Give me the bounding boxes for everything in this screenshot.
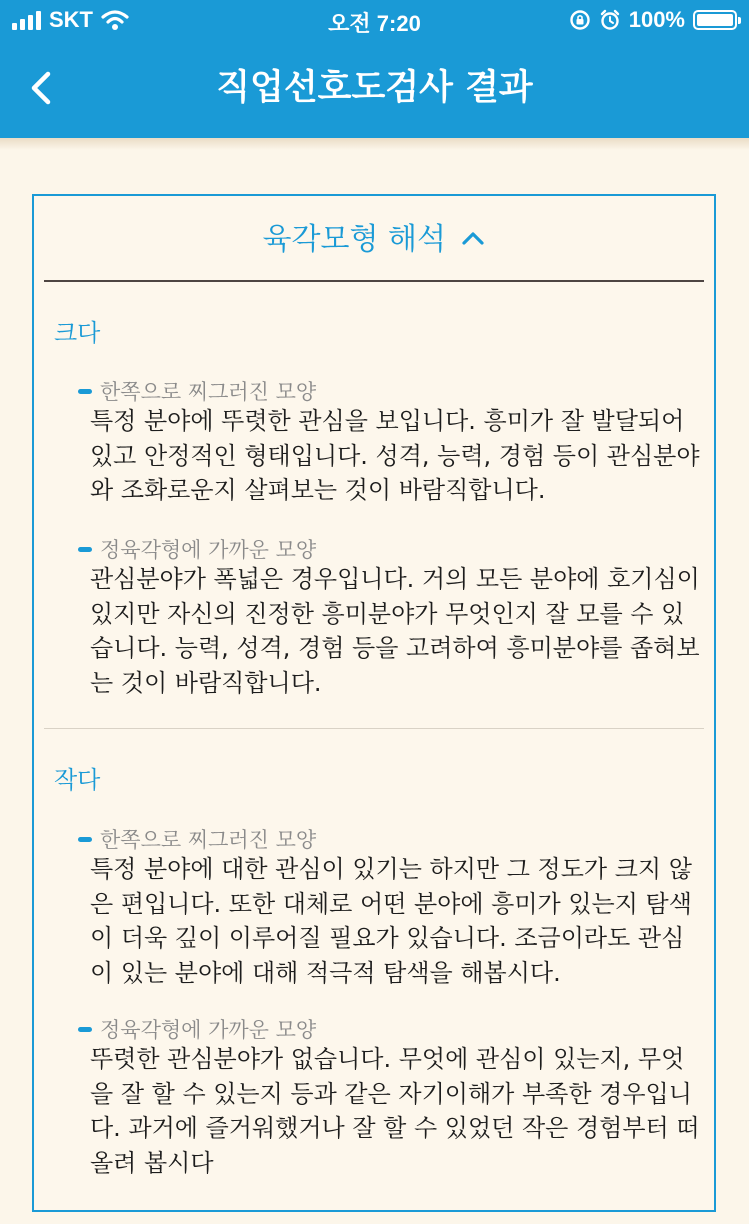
card-title: 육각모형 해석 [262, 222, 446, 257]
item-description: 관심분야가 폭넓은 경우입니다. 거의 모든 분야에 호기심이 있지만 자신의 진정한 흥미분야가 무엇인지 잘 모를 수 있습니다. 능력, 성격, 경험 등을 고려하여 흥미분야를 좁혀보는 것이 바람직합니다. [90, 565, 700, 697]
nav-bar [0, 40, 749, 138]
status-right [569, 7, 737, 33]
item-description: 특정 분야에 대한 관심이 있기는 하지만 그 정도가 크지 않은 편입니다. 또한 대체로 어떤 분야에 흥미가 있는지 탐색이 더욱 깊이 이루어질 필요가 있습니다. 조금이라도 관심이 있는 분야에 대해 적극적 탐색을 해봅시다. [90, 855, 692, 987]
header-divider [44, 280, 704, 282]
dash-icon [78, 837, 92, 842]
section-title-large: 크다 [54, 319, 101, 347]
nav-shadow [0, 138, 749, 150]
dash-icon [78, 547, 92, 552]
item-title [78, 1014, 316, 1044]
rotation-lock-icon [569, 9, 591, 31]
dash-icon [78, 389, 92, 394]
item-title-label: 정육각형에 가까운 모양 [100, 538, 317, 562]
status-bar [0, 0, 749, 40]
page-title: 직업선호도검사 결과 [216, 68, 533, 108]
dash-icon [78, 1027, 92, 1032]
interpretation-card [32, 194, 716, 1212]
clock: 오전 7:20 [328, 11, 421, 36]
carrier-label: SKT [49, 7, 93, 32]
battery-icon [693, 10, 737, 30]
item-description: 뚜렷한 관심분야가 없습니다. 무엇에 관심이 있는지, 무엇을 잘 할 수 있는지 등과 같은 자기이해가 부족한 경우입니다. 과거에 즐거워했거나 잘 할 수 있었던 작은 경험부터 떠올려 봅시다 [90, 1045, 700, 1177]
section-title-small: 작다 [54, 766, 101, 794]
section-divider [44, 728, 704, 729]
item-title [78, 376, 316, 406]
item-title-label: 한쪽으로 찌그러진 모양 [100, 380, 317, 404]
item-description: 특정 분야에 뚜렷한 관심을 보입니다. 흥미가 잘 발달되어 있고 안정적인 형태입니다. 성격, 능력, 경험 등이 관심분야와 조화로운지 살펴보는 것이 바람직합니다. [90, 407, 700, 504]
chevron-up-icon [461, 229, 485, 247]
alarm-icon [599, 9, 621, 31]
item-title [78, 824, 316, 854]
card-header-toggle[interactable] [34, 214, 714, 258]
item-title-label: 정육각형에 가까운 모양 [100, 1018, 317, 1042]
battery-percent: 100% [628, 7, 685, 32]
item-title-label: 한쪽으로 찌그러진 모양 [100, 828, 317, 852]
item-title [78, 534, 316, 564]
